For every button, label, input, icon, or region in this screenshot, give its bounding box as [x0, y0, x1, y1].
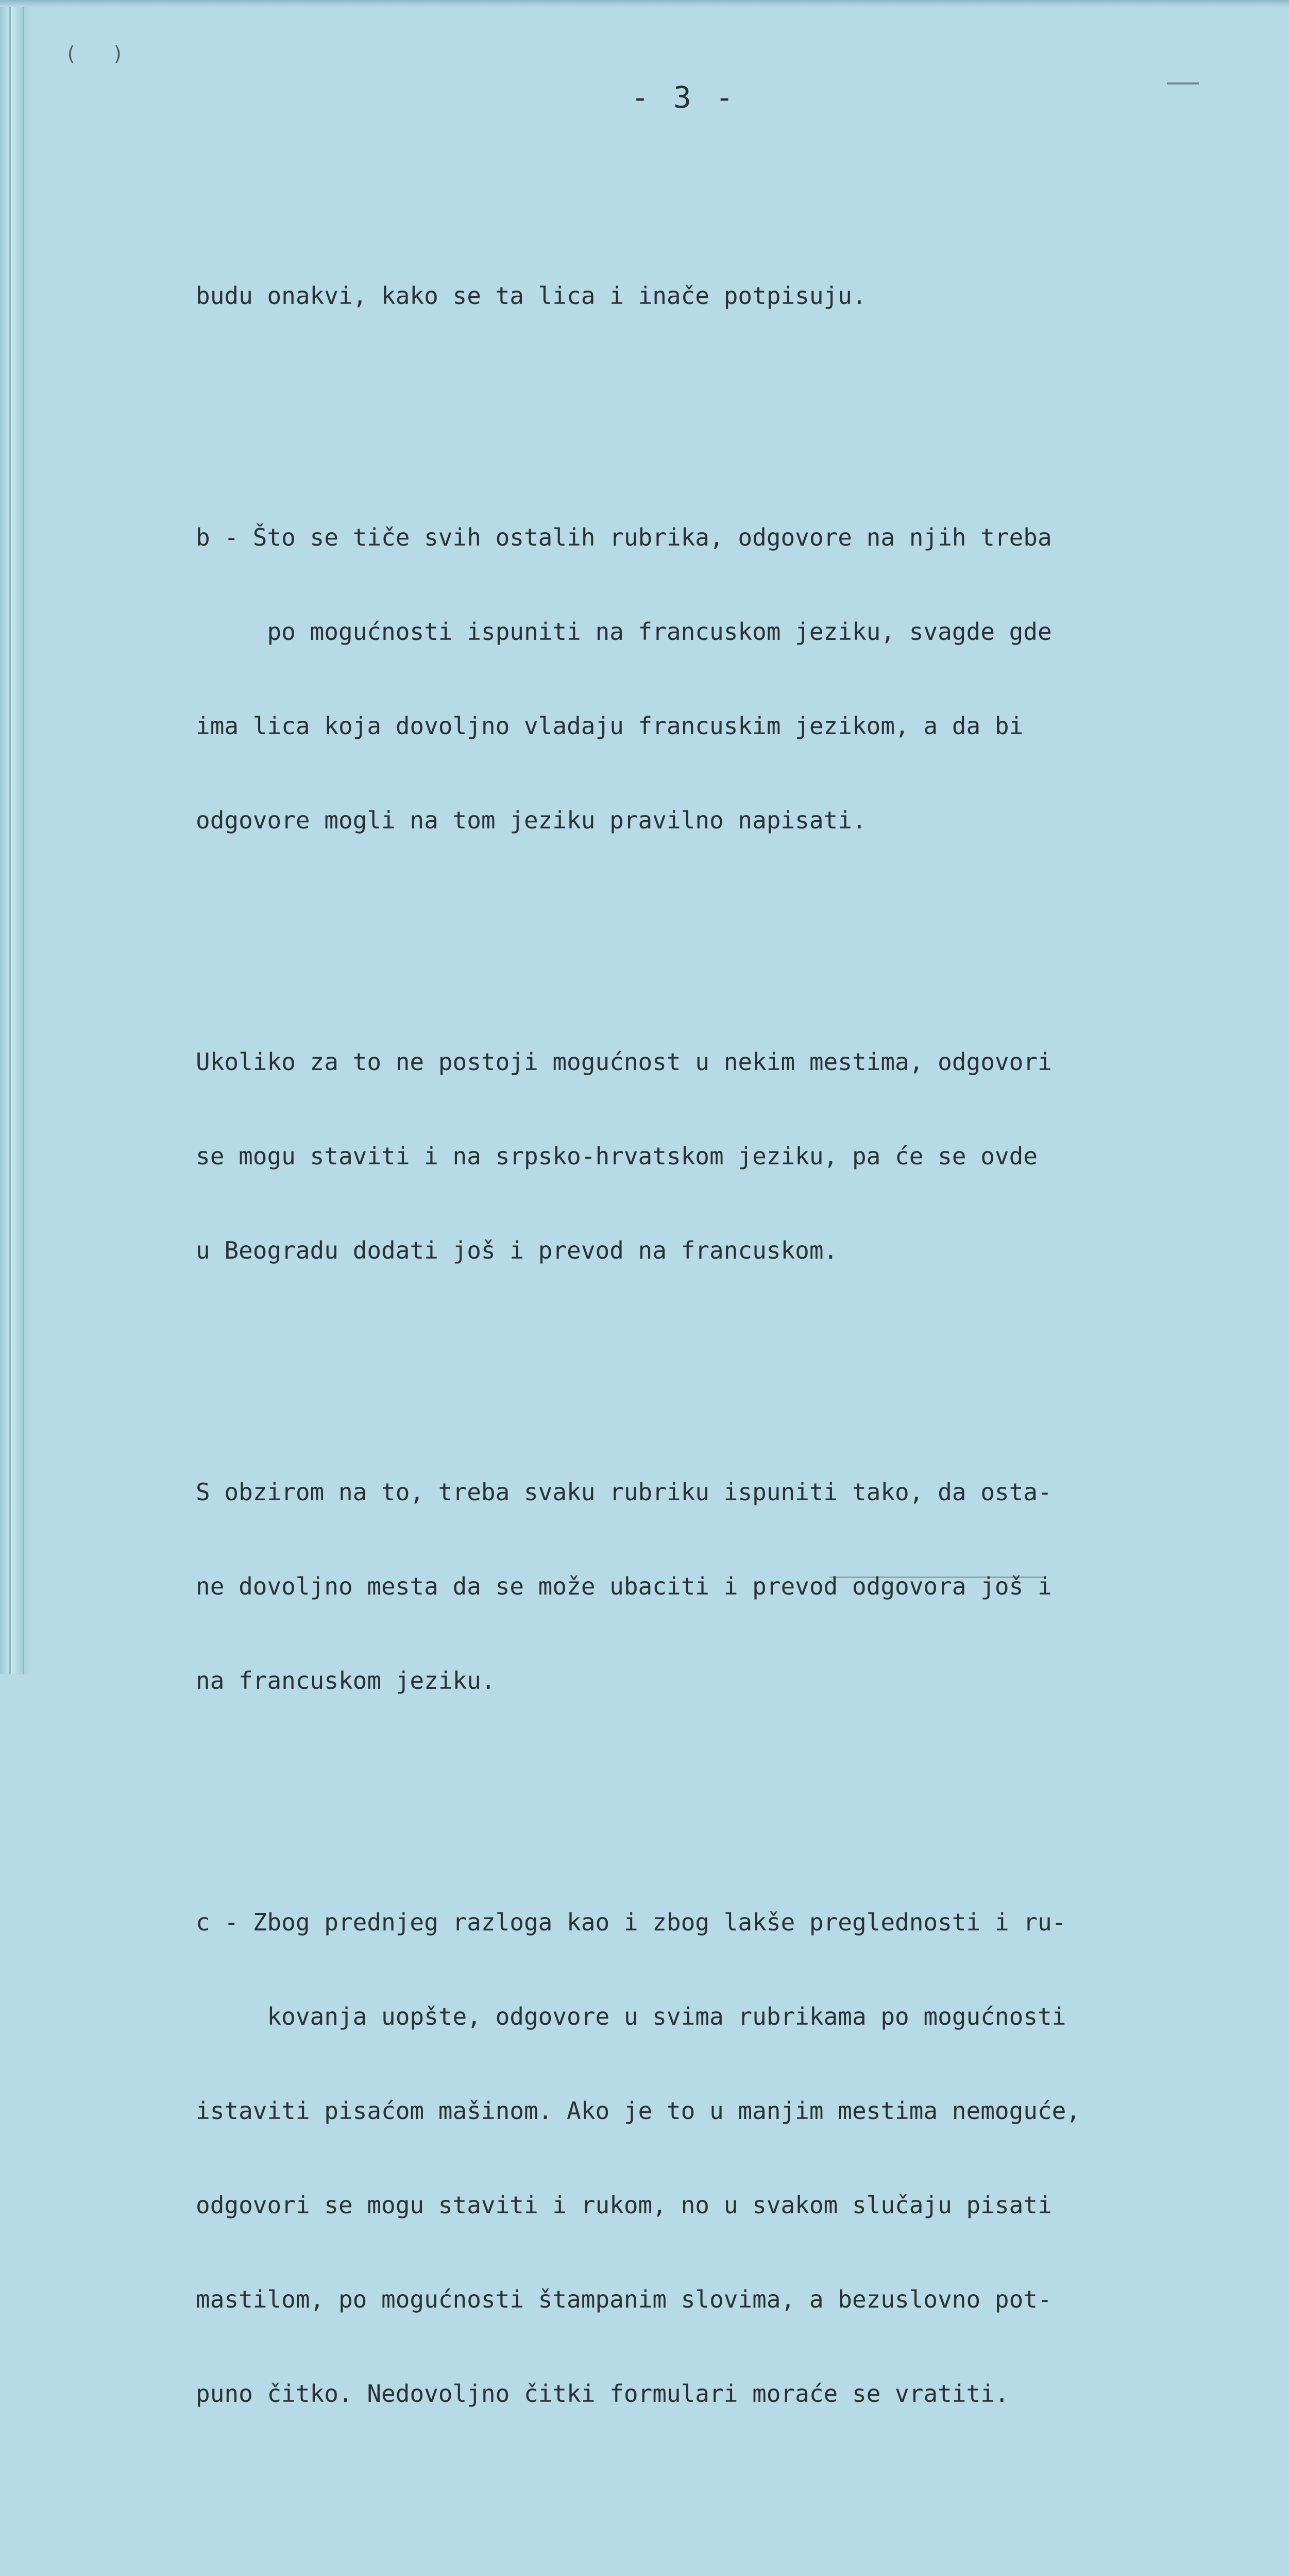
paragraph	[196, 1414, 1221, 1759]
paragraph-d	[196, 2557, 1221, 2576]
text-line: kovanja uopšte, odgovore u svima rubrikama po mogućnosti	[196, 2003, 1066, 2030]
paragraph	[196, 217, 1221, 375]
page-top-edge	[0, 0, 1289, 7]
text-line: odgovori se mogu staviti i rukom, no u svakom slučaju pisati	[196, 2191, 1052, 2219]
page-number: - 3 -	[631, 80, 737, 115]
text-line: c - Zbog prednjeg razloga kao i zbog lakše preglednosti i ru-	[196, 1908, 1066, 1936]
text-line: se mogu staviti i na srpsko-hrvatskom jeziku, pa će se ovde	[196, 1142, 1038, 1170]
text-line: ne dovoljno mesta da se može ubaciti i prevod odgovora još i	[196, 1572, 1052, 1600]
text-line: budu onakvi, kako se ta lica i inače potpisuju.	[196, 282, 867, 310]
text-line: ima lica koja dovoljno vladaju francuskim jezikom, a da bi	[196, 712, 1024, 740]
text-line: b - Što se tiče svih ostalih rubrika, odgovore na njih treba	[196, 523, 1052, 551]
stray-dash-mark	[1167, 82, 1199, 84]
text-line: u Beogradu dodati još i prevod na francuskom.	[196, 1236, 838, 1264]
binding-mark: ( )	[65, 42, 124, 65]
text-line: po mogućnosti ispuniti na francuskom jeziku, svagde gde	[196, 618, 1052, 646]
text-line: na francuskom jeziku.	[196, 1667, 496, 1694]
text-line: mastilom, po mogućnosti štampanim slovima, a bezuslovno pot-	[196, 2285, 1052, 2313]
paragraph-b	[196, 459, 1221, 899]
text-line: istaviti pisaćom mašinom. Ako je to u manjim mestima nemoguće,	[196, 2097, 1081, 2125]
page-binding-edge	[0, 0, 32, 1674]
text-line: Ukoliko za to ne postoji mogućnost u nekim mestima, odgovori	[196, 1048, 1052, 1076]
paragraph	[196, 984, 1221, 1329]
paragraph-c	[196, 1844, 1221, 2472]
document-body	[196, 155, 1221, 2576]
binding-line	[9, 0, 11, 1674]
text-line: S obzirom na to, treba svaku rubriku ispuniti tako, da osta-	[196, 1478, 1052, 1506]
binding-line	[23, 0, 24, 1674]
text-line: odgovore mogli na tom jeziku pravilno napisati.	[196, 806, 867, 834]
text-line: puno čitko. Nedovoljno čitki formulari moraće se vratiti.	[196, 2380, 1009, 2408]
